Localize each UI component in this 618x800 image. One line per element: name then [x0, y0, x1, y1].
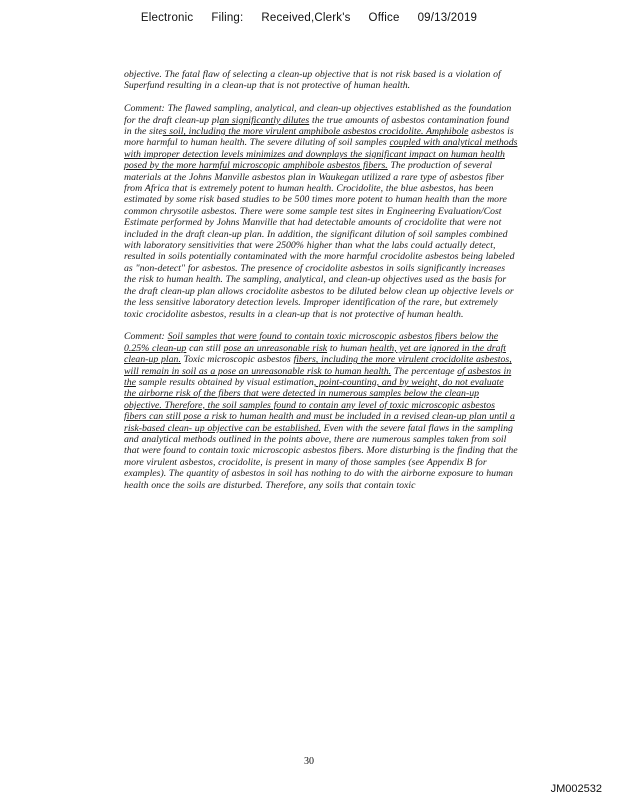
paragraph-1-text: objective. The fatal flaw of selecting a clean-up objective that is not risk based is a violation of Superfund resulting in a clean-up that is not protective of human health. — [124, 69, 501, 92]
header-date: 09/13/2019 — [417, 12, 478, 24]
p3-seg-2: Soil samples that were found to contain toxic microscopic asbestos fibers below the 0.25% clean-up — [124, 331, 499, 354]
p3-seg-7: Toxic microscopic asbestos — [180, 354, 294, 366]
header-word-received-clerks: Received,Clerk's — [261, 12, 351, 24]
p3-seg-1: Comment: — [124, 331, 168, 343]
header-word-electronic: Electronic — [140, 12, 194, 24]
page-number: 30 — [304, 756, 314, 767]
p3-seg-10: of asbestos in the — [124, 365, 512, 388]
p2-seg-4: s soil, including the more virulent amphibole asbestos crocidolite. Amphibole — [162, 126, 469, 138]
p3-seg-3: can still — [186, 342, 224, 354]
filing-header — [0, 12, 618, 24]
paragraph-objective — [124, 69, 518, 92]
body-text — [124, 69, 518, 502]
p3-seg-11: sample results obtained by visual estimation — [135, 376, 314, 388]
p3-seg-13: Even with the severe fatal flaws in the sampling and analytical methods outlined in the points above, there are numerous samples taken from soil that were found to contain toxic microscopic asbestos fibers. More disturbing is the finding that the more virulent asbestos, crocidolite, is present in many of those samples (see Appendix B for examples). The quantity of asbestos in soil has nothing to do with the airborne exposure to human health once the soils are disturbed. Therefore, any soils that contain toxic — [124, 422, 518, 491]
header-word-filing: Filing: — [211, 12, 244, 24]
p2-seg-5: asbestos is more harmful to human health. The severe diluting of soil samples — [124, 126, 514, 149]
paragraph-comment-1 — [124, 103, 518, 320]
header-word-office: Office — [368, 12, 400, 24]
p3-seg-12: , point-counting, and by weight, do not evaluate the airborne risk of the fibers that were detected in numerous samples below the clean-up objective. Therefore, the soil samples found to contain any level of toxic microscopic asbestos fibers can still pose a risk to human health and must be included in a revised clean-up plan until a risk-based clean- up objective can be established. — [124, 376, 515, 434]
p2-seg-2: an significantly dilutes — [219, 114, 310, 126]
p3-seg-8: fibers, including the more virulent crocidolite asbestos, will remain in soil as a pose an unreasonable risk to human health. — [124, 354, 512, 377]
p2-seg-1: Comment: The flawed sampling, analytical, and clean-up objectives established as the foundation for the draft clean-up pl — [124, 103, 512, 126]
paragraph-comment-2 — [124, 331, 518, 491]
bates-number: JM002532 — [550, 783, 602, 795]
p2-seg-7: The production of several materials at the Johns Manville asbestos plan in Waukegan utilized a rare type of asbestos fiber from Africa that is extremely potent to human health. Crocidolite, the blue asbestos, has been estimated by some risk based studies to be 500 times more potent to human health than the more common chrysotile asbestos. There were some sample test sites in Engineering Evaluation/Cost Estimate performed by Johns Manville that had detectable amounts of crocidolite that were not included in the draft clean-up plan. In addition, the significant dilution of soil samples combined with laboratory sensitivities that were 2500% higher than what the labs could actually detect, resulted in soils potentially contaminated with the more harmful crocidolite asbestos being labeled as "non-detect" for asbestos. The presence of crocidolite asbestos in soils significantly increases the risk to human health. The sampling, analytical, and clean-up objectives used as the basis for the draft clean-up plan allows crocidolite asbestos to be diluted below clean up objective levels or the less sensitive laboratory detection levels. Improper identification of the rare, but extremely toxic crocidolite asbestos, results in a clean-up that is not protective of human health. — [124, 160, 515, 320]
p3-seg-9: The percentage — [391, 365, 458, 377]
p3-seg-4: pose an unreasonable risk — [223, 342, 328, 354]
p3-seg-5: to human — [327, 342, 370, 354]
p2-seg-6: coupled with analytical methods with improper detection levels minimizes and downplays the significant impact on human health posed by the more harmful microscopic amphibole asbestos fibers. — [124, 137, 518, 172]
p2-seg-3: the true amounts of asbestos contamination found in the site — [124, 114, 510, 138]
p3-seg-6: health, yet are ignored in the draft clean-up plan. — [124, 342, 506, 366]
